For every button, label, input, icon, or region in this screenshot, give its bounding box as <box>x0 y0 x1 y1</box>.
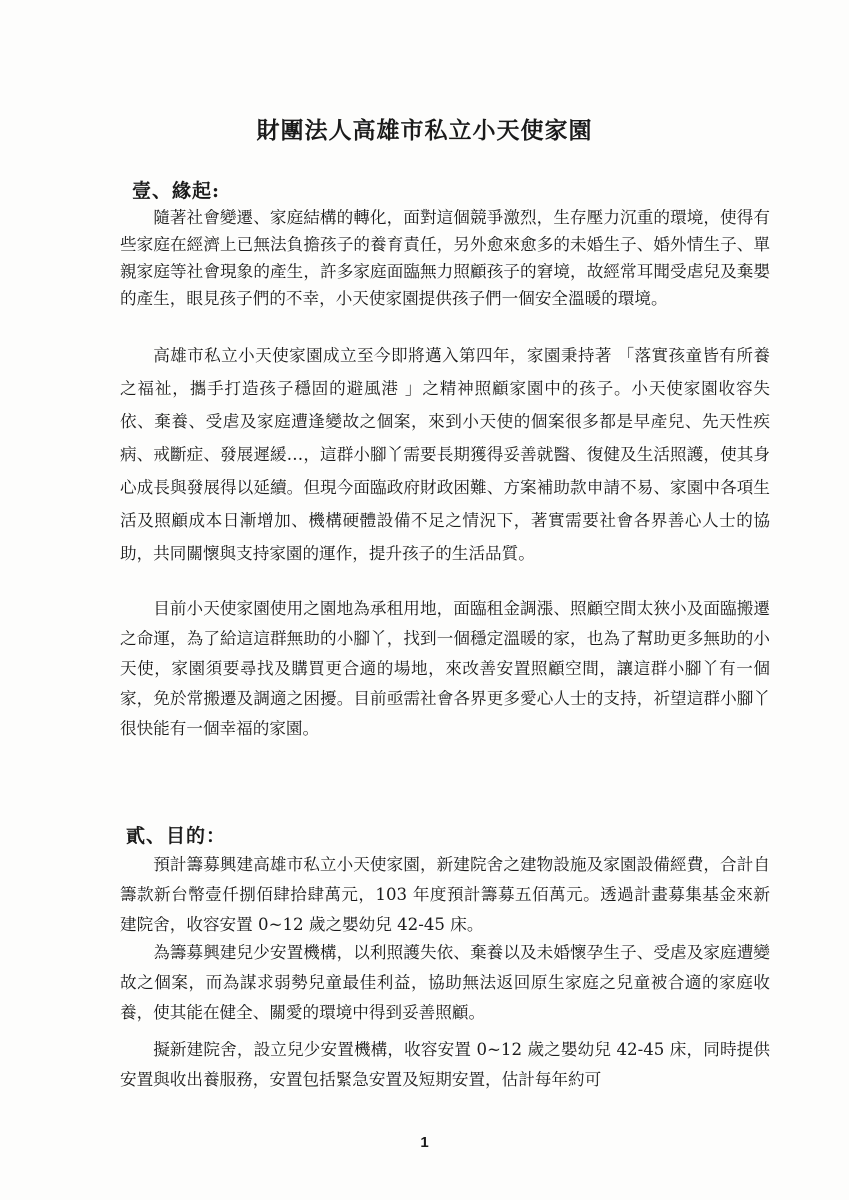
purpose-paragraph-3: 擬新建院舍，設立兒少安置機構，收容安置 0~12 歲之嬰幼兒 42-45 床，同時提供安置與收出養服務，安置包括緊急安置及短期安置，估計每年約可 <box>120 1040 770 1089</box>
purpose-paragraph-2: 為籌募興建兒少安置機構，以利照護失依、棄養以及未婚懷孕生子、受虐及家庭遭變故之個案，而為謀求弱勢兒童最佳利益，協助無法返回原生家庭之兒童被合適的家庭收養，使其能在健全、關愛的環境中得到妥善照顧。 <box>120 943 770 1022</box>
page-number: 1 <box>420 1134 429 1151</box>
document-title: 財團法人高雄市私立小天使家園 <box>256 117 593 144</box>
origin-paragraph-3: 目前小天使家園使用之園地為承租用地，面臨租金調漲、照顧空間太狹小及面臨搬遷之命運，為了給這這群無助的小腳丫，找到一個穩定溫暖的家，也為了幫助更多無助的小天使，家園須要尋找及購買更合適的場地，來改善安置照顧空間，讓這群小腳丫有一個家，免於常搬遷及調適之困擾。目前亟需社會各界更多愛心人士的支持，祈望這群小腳丫很快能有一個幸福的家園。 <box>120 599 770 738</box>
purpose-paragraph-1: 預計籌募興建高雄市私立小天使家園，新建院舍之建物設施及家園設備經費，合計自籌款新台幣壹仟捌佰肆拾肆萬元，103 年度預計籌募五佰萬元。透過計畫募集基金來新建院舍，收容安置 0~12 歲之嬰幼兒 42-45 床。 <box>120 855 770 934</box>
section-heading-origin: 壹、緣起: <box>132 180 221 202</box>
section-heading-purpose: 貳、目的： <box>126 825 227 847</box>
origin-paragraph-2: 高雄市私立小天使家園成立至今即將邁入第四年，家園秉持著 「落實孩童皆有所養之福祉，攜手打造孩子穩固的避風港 」之精神照顧家園中的孩子。小天使家園收容失依、棄養、受虐及家庭遭逢變故之個案，來到小天使的個案很多都是早產兒、先天性疾病、戒斷症、發展遲緩…，這群小腳丫需要長期獲得妥善就醫、復健及生活照護，使其身心成長與發展得以延續。但現今面臨政府財政困難、方案補助款申請不易、家園中各項生活及照顧成本日漸增加、機構硬體設備不足之情況下，著實需要社會各界善心人士的協助，共同關懷與支持家園的運作，提升孩子的生活品質。 <box>120 346 770 563</box>
origin-paragraph-1: 隨著社會變遷、家庭結構的轉化，面對這個競爭激烈，生存壓力沉重的環境，使得有些家庭在經濟上已無法負擔孩子的養育責任，另外愈來愈多的未婚生子、婚外情生子、單親家庭等社會現象的產生，許多家庭面臨無力照顧孩子的窘境，故經常耳聞受虐兒及棄嬰的產生，眼見孩子們的不幸，小天使家園提供孩子們一個安全溫暖的環境。 <box>120 208 770 308</box>
